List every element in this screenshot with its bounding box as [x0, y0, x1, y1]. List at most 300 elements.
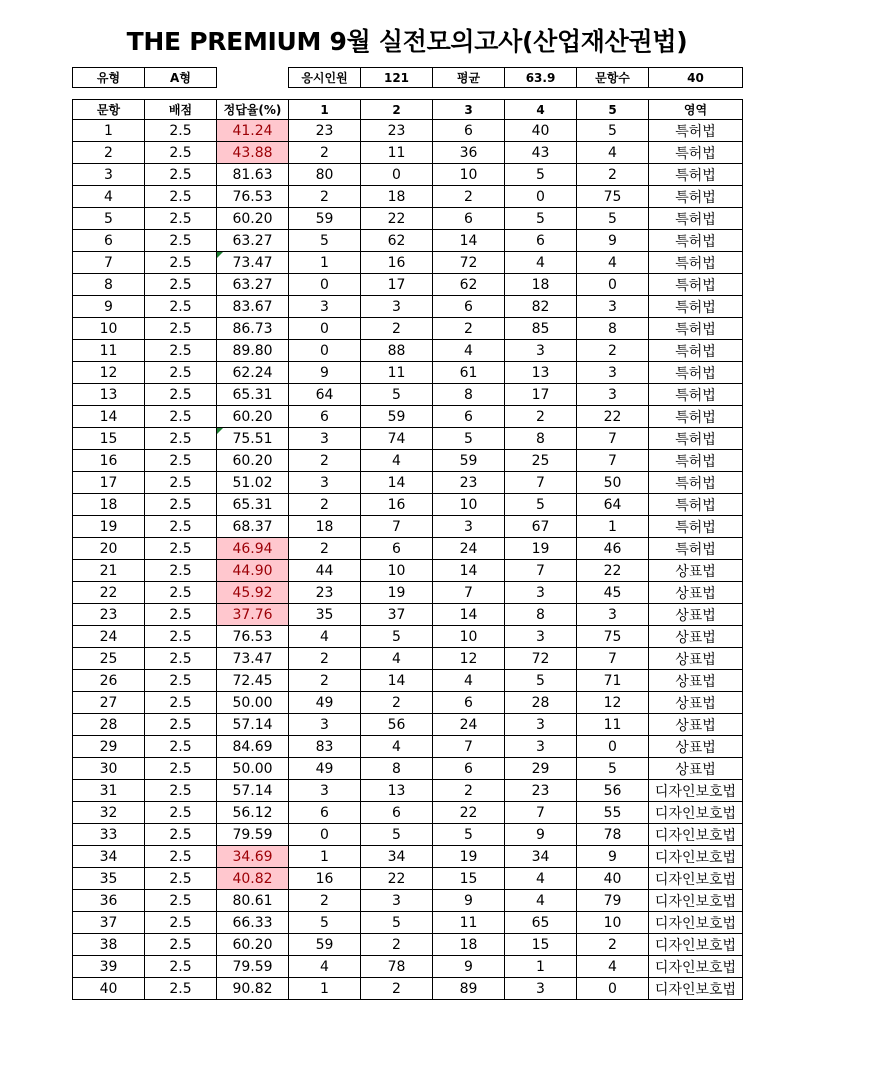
choice-2-cell[interactable]: 18	[361, 186, 433, 208]
question-number-cell[interactable]: 29	[73, 736, 145, 758]
choice-5-cell[interactable]: 10	[577, 912, 649, 934]
question-number-cell[interactable]: 4	[73, 186, 145, 208]
question-number-cell[interactable]: 31	[73, 780, 145, 802]
choice-4-cell[interactable]: 65	[505, 912, 577, 934]
choice-3-cell[interactable]: 14	[433, 230, 505, 252]
correct-rate-cell[interactable]	[217, 956, 289, 978]
choice-2-cell[interactable]: 14	[361, 472, 433, 494]
choice-5-cell[interactable]: 12	[577, 692, 649, 714]
choice-4-cell[interactable]: 15	[505, 934, 577, 956]
correct-rate-cell[interactable]	[217, 846, 289, 868]
choice-5-cell[interactable]: 79	[577, 890, 649, 912]
choice-3-cell[interactable]: 59	[433, 450, 505, 472]
correct-rate-cell[interactable]	[217, 890, 289, 912]
choice-4-cell[interactable]: 3	[505, 978, 577, 1000]
question-number-cell[interactable]: 25	[73, 648, 145, 670]
choice-4-cell[interactable]: 4	[505, 868, 577, 890]
choice-5-cell[interactable]: 56	[577, 780, 649, 802]
correct-rate-cell[interactable]	[217, 758, 289, 780]
choice-2-cell[interactable]: 5	[361, 384, 433, 406]
choice-5-cell[interactable]: 4	[577, 252, 649, 274]
choice-5-cell[interactable]: 7	[577, 428, 649, 450]
choice-2-cell[interactable]: 16	[361, 252, 433, 274]
choice-1-cell[interactable]: 2	[289, 538, 361, 560]
question-number-cell[interactable]: 19	[73, 516, 145, 538]
choice-4-cell[interactable]: 5	[505, 208, 577, 230]
question-number-cell[interactable]: 33	[73, 824, 145, 846]
choice-5-cell[interactable]: 22	[577, 406, 649, 428]
choice-1-cell[interactable]: 44	[289, 560, 361, 582]
choice-2-cell[interactable]: 74	[361, 428, 433, 450]
question-number-cell[interactable]: 18	[73, 494, 145, 516]
correct-rate-cell[interactable]	[217, 714, 289, 736]
area-cell[interactable]: 특허법	[649, 538, 743, 560]
choice-3-cell[interactable]: 9	[433, 890, 505, 912]
area-cell[interactable]: 디자인보호법	[649, 934, 743, 956]
choice-1-cell[interactable]: 2	[289, 450, 361, 472]
question-number-cell[interactable]: 13	[73, 384, 145, 406]
choice-1-cell[interactable]: 2	[289, 670, 361, 692]
choice-1-cell[interactable]: 49	[289, 758, 361, 780]
area-cell[interactable]: 디자인보호법	[649, 956, 743, 978]
correct-rate-cell[interactable]	[217, 428, 289, 450]
points-cell[interactable]: 2.5	[145, 318, 217, 340]
question-number-cell[interactable]: 38	[73, 934, 145, 956]
choice-2-cell[interactable]: 11	[361, 362, 433, 384]
choice-2-cell[interactable]: 17	[361, 274, 433, 296]
choice-4-cell[interactable]: 17	[505, 384, 577, 406]
area-cell[interactable]: 디자인보호법	[649, 912, 743, 934]
points-cell[interactable]: 2.5	[145, 868, 217, 890]
choice-5-cell[interactable]: 9	[577, 846, 649, 868]
choice-2-cell[interactable]: 7	[361, 516, 433, 538]
choice-3-cell[interactable]: 6	[433, 406, 505, 428]
points-cell[interactable]: 2.5	[145, 252, 217, 274]
area-cell[interactable]: 특허법	[649, 164, 743, 186]
correct-rate-cell[interactable]	[217, 582, 289, 604]
correct-rate-cell[interactable]	[217, 692, 289, 714]
choice-3-cell[interactable]: 2	[433, 186, 505, 208]
points-cell[interactable]: 2.5	[145, 340, 217, 362]
question-number-cell[interactable]: 35	[73, 868, 145, 890]
area-cell[interactable]: 특허법	[649, 252, 743, 274]
choice-2-cell[interactable]: 5	[361, 626, 433, 648]
choice-1-cell[interactable]: 59	[289, 208, 361, 230]
choice-5-cell[interactable]: 0	[577, 978, 649, 1000]
area-cell[interactable]: 디자인보호법	[649, 890, 743, 912]
points-cell[interactable]: 2.5	[145, 626, 217, 648]
choice-2-cell[interactable]: 16	[361, 494, 433, 516]
choice-4-cell[interactable]: 85	[505, 318, 577, 340]
correct-rate-cell[interactable]	[217, 868, 289, 890]
choice-2-cell[interactable]: 0	[361, 164, 433, 186]
choice-5-cell[interactable]: 71	[577, 670, 649, 692]
choice-5-cell[interactable]: 4	[577, 142, 649, 164]
area-cell[interactable]: 상표법	[649, 648, 743, 670]
choice-1-cell[interactable]: 18	[289, 516, 361, 538]
points-cell[interactable]: 2.5	[145, 274, 217, 296]
choice-3-cell[interactable]: 89	[433, 978, 505, 1000]
question-number-cell[interactable]: 39	[73, 956, 145, 978]
choice-2-cell[interactable]: 8	[361, 758, 433, 780]
choice-3-cell[interactable]: 11	[433, 912, 505, 934]
choice-4-cell[interactable]: 29	[505, 758, 577, 780]
choice-1-cell[interactable]: 2	[289, 186, 361, 208]
area-cell[interactable]: 특허법	[649, 450, 743, 472]
correct-rate-cell[interactable]	[217, 912, 289, 934]
points-cell[interactable]: 2.5	[145, 736, 217, 758]
choice-2-cell[interactable]: 62	[361, 230, 433, 252]
area-cell[interactable]: 특허법	[649, 120, 743, 142]
choice-3-cell[interactable]: 3	[433, 516, 505, 538]
correct-rate-cell[interactable]	[217, 494, 289, 516]
choice-4-cell[interactable]: 25	[505, 450, 577, 472]
question-number-cell[interactable]: 22	[73, 582, 145, 604]
choice-1-cell[interactable]: 23	[289, 582, 361, 604]
choice-1-cell[interactable]: 3	[289, 714, 361, 736]
choice-1-cell[interactable]: 0	[289, 340, 361, 362]
choice-1-cell[interactable]: 49	[289, 692, 361, 714]
choice-3-cell[interactable]: 24	[433, 714, 505, 736]
points-cell[interactable]: 2.5	[145, 560, 217, 582]
question-number-cell[interactable]: 30	[73, 758, 145, 780]
choice-3-cell[interactable]: 36	[433, 142, 505, 164]
choice-1-cell[interactable]: 3	[289, 780, 361, 802]
correct-rate-cell[interactable]	[217, 472, 289, 494]
choice-1-cell[interactable]: 4	[289, 956, 361, 978]
choice-1-cell[interactable]: 6	[289, 406, 361, 428]
choice-4-cell[interactable]: 0	[505, 186, 577, 208]
area-cell[interactable]: 특허법	[649, 142, 743, 164]
choice-4-cell[interactable]: 3	[505, 582, 577, 604]
choice-3-cell[interactable]: 14	[433, 560, 505, 582]
area-cell[interactable]: 특허법	[649, 428, 743, 450]
choice-4-cell[interactable]: 40	[505, 120, 577, 142]
choice-4-cell[interactable]: 4	[505, 890, 577, 912]
question-number-cell[interactable]: 23	[73, 604, 145, 626]
choice-2-cell[interactable]: 37	[361, 604, 433, 626]
question-number-cell[interactable]: 3	[73, 164, 145, 186]
question-number-cell[interactable]: 2	[73, 142, 145, 164]
correct-rate-cell[interactable]	[217, 538, 289, 560]
choice-5-cell[interactable]: 2	[577, 934, 649, 956]
choice-2-cell[interactable]: 19	[361, 582, 433, 604]
question-number-cell[interactable]: 28	[73, 714, 145, 736]
choice-4-cell[interactable]: 6	[505, 230, 577, 252]
points-cell[interactable]: 2.5	[145, 890, 217, 912]
choice-1-cell[interactable]: 9	[289, 362, 361, 384]
area-cell[interactable]: 특허법	[649, 340, 743, 362]
choice-1-cell[interactable]: 2	[289, 890, 361, 912]
choice-4-cell[interactable]: 3	[505, 736, 577, 758]
points-cell[interactable]: 2.5	[145, 978, 217, 1000]
correct-rate-cell[interactable]	[217, 252, 289, 274]
choice-1-cell[interactable]: 16	[289, 868, 361, 890]
correct-rate-cell[interactable]	[217, 384, 289, 406]
choice-4-cell[interactable]: 72	[505, 648, 577, 670]
question-number-cell[interactable]: 14	[73, 406, 145, 428]
correct-rate-cell[interactable]	[217, 362, 289, 384]
area-cell[interactable]: 특허법	[649, 274, 743, 296]
points-cell[interactable]: 2.5	[145, 714, 217, 736]
choice-5-cell[interactable]: 64	[577, 494, 649, 516]
choice-1-cell[interactable]: 3	[289, 296, 361, 318]
question-number-cell[interactable]: 24	[73, 626, 145, 648]
choice-2-cell[interactable]: 13	[361, 780, 433, 802]
choice-4-cell[interactable]: 7	[505, 560, 577, 582]
choice-2-cell[interactable]: 6	[361, 538, 433, 560]
choice-1-cell[interactable]: 0	[289, 824, 361, 846]
choice-2-cell[interactable]: 56	[361, 714, 433, 736]
correct-rate-cell[interactable]	[217, 142, 289, 164]
choice-2-cell[interactable]: 2	[361, 692, 433, 714]
area-cell[interactable]: 상표법	[649, 670, 743, 692]
choice-4-cell[interactable]: 2	[505, 406, 577, 428]
choice-2-cell[interactable]: 59	[361, 406, 433, 428]
choice-1-cell[interactable]: 1	[289, 846, 361, 868]
points-cell[interactable]: 2.5	[145, 648, 217, 670]
choice-3-cell[interactable]: 10	[433, 626, 505, 648]
choice-3-cell[interactable]: 23	[433, 472, 505, 494]
area-cell[interactable]: 특허법	[649, 494, 743, 516]
choice-1-cell[interactable]: 6	[289, 802, 361, 824]
choice-2-cell[interactable]: 4	[361, 736, 433, 758]
choice-5-cell[interactable]: 3	[577, 604, 649, 626]
correct-rate-cell[interactable]	[217, 230, 289, 252]
question-number-cell[interactable]: 27	[73, 692, 145, 714]
correct-rate-cell[interactable]	[217, 780, 289, 802]
question-number-cell[interactable]: 9	[73, 296, 145, 318]
points-cell[interactable]: 2.5	[145, 142, 217, 164]
points-cell[interactable]: 2.5	[145, 120, 217, 142]
choice-3-cell[interactable]: 72	[433, 252, 505, 274]
choice-2-cell[interactable]: 3	[361, 296, 433, 318]
question-number-cell[interactable]: 34	[73, 846, 145, 868]
choice-3-cell[interactable]: 24	[433, 538, 505, 560]
question-number-cell[interactable]: 8	[73, 274, 145, 296]
correct-rate-cell[interactable]	[217, 978, 289, 1000]
choice-2-cell[interactable]: 3	[361, 890, 433, 912]
area-cell[interactable]: 상표법	[649, 582, 743, 604]
points-cell[interactable]: 2.5	[145, 428, 217, 450]
choice-1-cell[interactable]: 35	[289, 604, 361, 626]
choice-2-cell[interactable]: 6	[361, 802, 433, 824]
area-cell[interactable]: 디자인보호법	[649, 780, 743, 802]
area-cell[interactable]: 상표법	[649, 758, 743, 780]
choice-5-cell[interactable]: 75	[577, 186, 649, 208]
points-cell[interactable]: 2.5	[145, 208, 217, 230]
choice-4-cell[interactable]: 67	[505, 516, 577, 538]
choice-3-cell[interactable]: 5	[433, 824, 505, 846]
choice-2-cell[interactable]: 34	[361, 846, 433, 868]
choice-1-cell[interactable]: 0	[289, 274, 361, 296]
choice-3-cell[interactable]: 18	[433, 934, 505, 956]
choice-4-cell[interactable]: 4	[505, 252, 577, 274]
choice-1-cell[interactable]: 1	[289, 252, 361, 274]
choice-4-cell[interactable]: 7	[505, 802, 577, 824]
area-cell[interactable]: 상표법	[649, 560, 743, 582]
correct-rate-cell[interactable]	[217, 208, 289, 230]
choice-3-cell[interactable]: 12	[433, 648, 505, 670]
question-number-cell[interactable]: 6	[73, 230, 145, 252]
choice-3-cell[interactable]: 6	[433, 692, 505, 714]
choice-3-cell[interactable]: 2	[433, 780, 505, 802]
choice-4-cell[interactable]: 13	[505, 362, 577, 384]
choice-3-cell[interactable]: 4	[433, 340, 505, 362]
choice-2-cell[interactable]: 88	[361, 340, 433, 362]
choice-5-cell[interactable]: 8	[577, 318, 649, 340]
choice-2-cell[interactable]: 11	[361, 142, 433, 164]
choice-3-cell[interactable]: 6	[433, 758, 505, 780]
choice-5-cell[interactable]: 5	[577, 208, 649, 230]
correct-rate-cell[interactable]	[217, 802, 289, 824]
question-number-cell[interactable]: 5	[73, 208, 145, 230]
choice-5-cell[interactable]: 0	[577, 274, 649, 296]
points-cell[interactable]: 2.5	[145, 758, 217, 780]
correct-rate-cell[interactable]	[217, 516, 289, 538]
question-number-cell[interactable]: 20	[73, 538, 145, 560]
choice-5-cell[interactable]: 22	[577, 560, 649, 582]
choice-2-cell[interactable]: 5	[361, 912, 433, 934]
choice-4-cell[interactable]: 5	[505, 164, 577, 186]
choice-4-cell[interactable]: 23	[505, 780, 577, 802]
choice-2-cell[interactable]: 2	[361, 978, 433, 1000]
choice-3-cell[interactable]: 62	[433, 274, 505, 296]
choice-5-cell[interactable]: 2	[577, 340, 649, 362]
correct-rate-cell[interactable]	[217, 736, 289, 758]
choice-2-cell[interactable]: 23	[361, 120, 433, 142]
correct-rate-cell[interactable]	[217, 406, 289, 428]
points-cell[interactable]: 2.5	[145, 384, 217, 406]
choice-2-cell[interactable]: 4	[361, 450, 433, 472]
choice-2-cell[interactable]: 4	[361, 648, 433, 670]
choice-1-cell[interactable]: 1	[289, 978, 361, 1000]
points-cell[interactable]: 2.5	[145, 450, 217, 472]
correct-rate-cell[interactable]	[217, 296, 289, 318]
choice-1-cell[interactable]: 0	[289, 318, 361, 340]
correct-rate-cell[interactable]	[217, 186, 289, 208]
choice-4-cell[interactable]: 3	[505, 626, 577, 648]
correct-rate-cell[interactable]	[217, 934, 289, 956]
choice-2-cell[interactable]: 22	[361, 868, 433, 890]
area-cell[interactable]: 디자인보호법	[649, 868, 743, 890]
question-number-cell[interactable]: 21	[73, 560, 145, 582]
points-cell[interactable]: 2.5	[145, 296, 217, 318]
correct-rate-cell[interactable]	[217, 604, 289, 626]
question-number-cell[interactable]: 40	[73, 978, 145, 1000]
choice-5-cell[interactable]: 3	[577, 362, 649, 384]
question-number-cell[interactable]: 26	[73, 670, 145, 692]
choice-3-cell[interactable]: 6	[433, 208, 505, 230]
area-cell[interactable]: 특허법	[649, 406, 743, 428]
points-cell[interactable]: 2.5	[145, 802, 217, 824]
question-number-cell[interactable]: 16	[73, 450, 145, 472]
choice-5-cell[interactable]: 5	[577, 758, 649, 780]
choice-4-cell[interactable]: 5	[505, 494, 577, 516]
choice-3-cell[interactable]: 8	[433, 384, 505, 406]
question-number-cell[interactable]: 11	[73, 340, 145, 362]
area-cell[interactable]: 특허법	[649, 296, 743, 318]
question-number-cell[interactable]: 37	[73, 912, 145, 934]
choice-5-cell[interactable]: 40	[577, 868, 649, 890]
correct-rate-cell[interactable]	[217, 274, 289, 296]
choice-2-cell[interactable]: 2	[361, 318, 433, 340]
area-cell[interactable]: 상표법	[649, 604, 743, 626]
choice-5-cell[interactable]: 4	[577, 956, 649, 978]
choice-1-cell[interactable]: 59	[289, 934, 361, 956]
choice-5-cell[interactable]: 7	[577, 648, 649, 670]
choice-4-cell[interactable]: 19	[505, 538, 577, 560]
question-number-cell[interactable]: 36	[73, 890, 145, 912]
area-cell[interactable]: 특허법	[649, 384, 743, 406]
choice-4-cell[interactable]: 3	[505, 714, 577, 736]
area-cell[interactable]: 특허법	[649, 318, 743, 340]
points-cell[interactable]: 2.5	[145, 956, 217, 978]
choice-1-cell[interactable]: 4	[289, 626, 361, 648]
choice-2-cell[interactable]: 10	[361, 560, 433, 582]
area-cell[interactable]: 디자인보호법	[649, 824, 743, 846]
area-cell[interactable]: 특허법	[649, 472, 743, 494]
points-cell[interactable]: 2.5	[145, 494, 217, 516]
choice-2-cell[interactable]: 2	[361, 934, 433, 956]
choice-3-cell[interactable]: 4	[433, 670, 505, 692]
area-cell[interactable]: 디자인보호법	[649, 846, 743, 868]
choice-5-cell[interactable]: 11	[577, 714, 649, 736]
choice-4-cell[interactable]: 7	[505, 472, 577, 494]
choice-1-cell[interactable]: 23	[289, 120, 361, 142]
question-number-cell[interactable]: 15	[73, 428, 145, 450]
points-cell[interactable]: 2.5	[145, 846, 217, 868]
area-cell[interactable]: 상표법	[649, 736, 743, 758]
choice-4-cell[interactable]: 43	[505, 142, 577, 164]
choice-1-cell[interactable]: 5	[289, 912, 361, 934]
area-cell[interactable]: 상표법	[649, 714, 743, 736]
choice-3-cell[interactable]: 10	[433, 494, 505, 516]
choice-4-cell[interactable]: 8	[505, 604, 577, 626]
area-cell[interactable]: 상표법	[649, 692, 743, 714]
points-cell[interactable]: 2.5	[145, 472, 217, 494]
choice-5-cell[interactable]: 75	[577, 626, 649, 648]
choice-3-cell[interactable]: 5	[433, 428, 505, 450]
question-number-cell[interactable]: 1	[73, 120, 145, 142]
points-cell[interactable]: 2.5	[145, 934, 217, 956]
correct-rate-cell[interactable]	[217, 340, 289, 362]
choice-5-cell[interactable]: 45	[577, 582, 649, 604]
choice-5-cell[interactable]: 78	[577, 824, 649, 846]
points-cell[interactable]: 2.5	[145, 670, 217, 692]
choice-5-cell[interactable]: 55	[577, 802, 649, 824]
area-cell[interactable]: 특허법	[649, 362, 743, 384]
choice-2-cell[interactable]: 78	[361, 956, 433, 978]
choice-1-cell[interactable]: 2	[289, 648, 361, 670]
choice-2-cell[interactable]: 14	[361, 670, 433, 692]
correct-rate-cell[interactable]	[217, 560, 289, 582]
correct-rate-cell[interactable]	[217, 318, 289, 340]
choice-5-cell[interactable]: 50	[577, 472, 649, 494]
area-cell[interactable]: 디자인보호법	[649, 802, 743, 824]
choice-1-cell[interactable]: 3	[289, 472, 361, 494]
correct-rate-cell[interactable]	[217, 626, 289, 648]
points-cell[interactable]: 2.5	[145, 780, 217, 802]
area-cell[interactable]: 특허법	[649, 208, 743, 230]
choice-1-cell[interactable]: 64	[289, 384, 361, 406]
choice-4-cell[interactable]: 8	[505, 428, 577, 450]
choice-3-cell[interactable]: 7	[433, 582, 505, 604]
correct-rate-cell[interactable]	[217, 670, 289, 692]
question-number-cell[interactable]: 10	[73, 318, 145, 340]
choice-4-cell[interactable]: 34	[505, 846, 577, 868]
choice-3-cell[interactable]: 19	[433, 846, 505, 868]
